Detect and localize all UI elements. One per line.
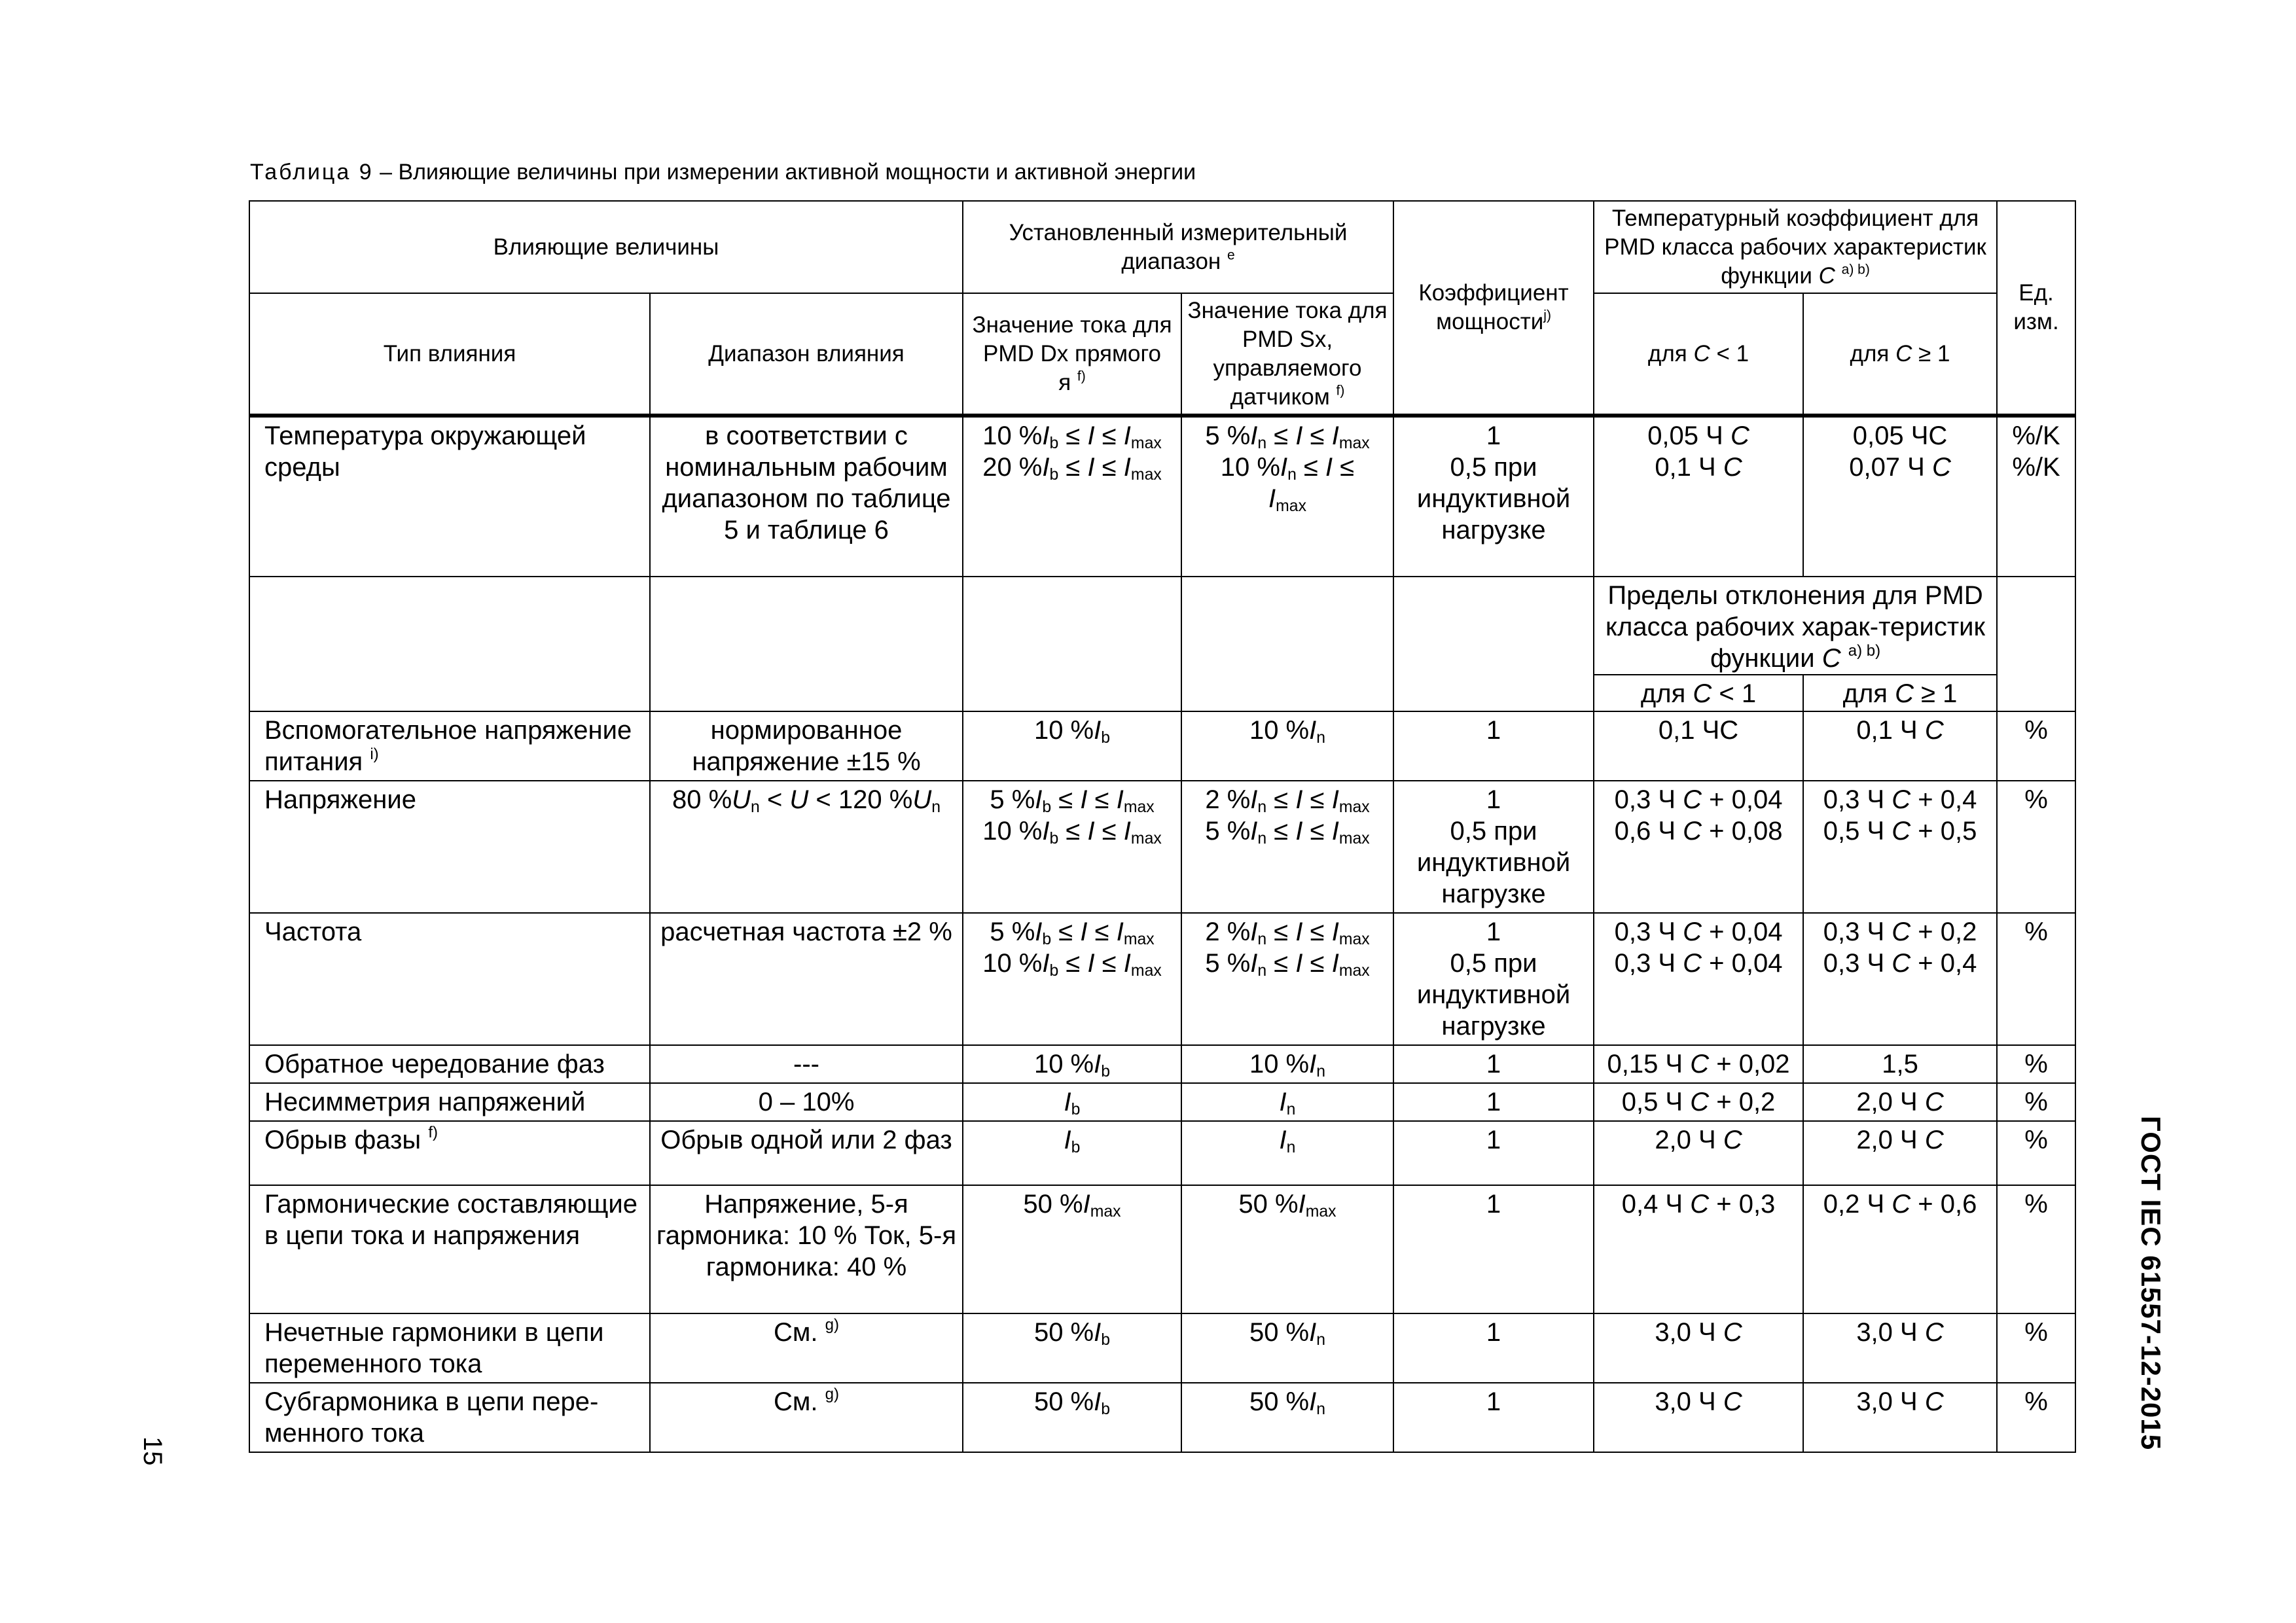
- row-c-lt1: 0,05 Ч C 0,1 Ч C: [1594, 416, 1803, 577]
- row-type: Несимметрия напряжений: [249, 1083, 650, 1121]
- row-type: Обрыв фазы $^{f)}$: [249, 1121, 650, 1185]
- row-range: 80 $\%U_n < U < 120$ $\%U_n$: [650, 781, 963, 913]
- table-row: [249, 1121, 2075, 1185]
- row-c-ge1: 0,3 Ч C + 0,2 0,3 Ч C + 0,4: [1803, 913, 1997, 1045]
- table-row: [249, 1383, 2075, 1452]
- row-current-dx: 5 $\%I_b \le I \le I_{max}$ 10 $\%I_b \le I \le I_{max}$: [963, 913, 1181, 1045]
- row-c-ge1: 0,1 Ч C: [1803, 711, 1997, 781]
- limits-header-row: [249, 577, 2075, 675]
- row-type: Нечетные гармоники в цепи переменного тока: [249, 1313, 650, 1383]
- header-c-ge1: для C ≥ 1: [1803, 293, 1997, 416]
- row-type: Напряжение: [249, 781, 650, 913]
- row-range: нормированное напряжение ±15 %: [650, 711, 963, 781]
- row-current-sx: 5 $\%I_n \le I \le I_{max}$ 10 $\%I_n \le I$ ≤ $I_{max}$: [1181, 416, 1393, 577]
- row-c-ge1: 2,0 Ч C: [1803, 1083, 1997, 1121]
- row-c-ge1: 3,0 Ч C: [1803, 1383, 1997, 1452]
- row-c-ge1: 0,05 ЧС 0,07 Ч C: [1803, 416, 1997, 577]
- row-c-ge1: 1,5: [1803, 1045, 1997, 1083]
- row-unit: %: [1997, 1121, 2075, 1185]
- row-c-lt1: 0,15 Ч C + 0,02: [1594, 1045, 1803, 1083]
- row-current-sx: 10 $\%I_n$: [1181, 1045, 1393, 1083]
- row-current-dx: 50 $\%I_b$: [963, 1383, 1181, 1452]
- row-current-dx: $I_b$: [963, 1083, 1181, 1121]
- header-c-lt1: для C < 1: [1594, 293, 1803, 416]
- row-current-dx: 10 $\%I_b$: [963, 1045, 1181, 1083]
- header-range: Диапазон влияния: [650, 293, 963, 416]
- row-unit: %: [1997, 1383, 2075, 1452]
- row-type: Обратное чередование фаз: [249, 1045, 650, 1083]
- row-current-sx: 2 $\%I_n \le I \le I_{max}$ 5 $\%I_n \le I \le I_{max}$: [1181, 781, 1393, 913]
- caption-text: – Влияющие величины при измерении активной мощности и активной энергии: [380, 160, 1196, 185]
- row-range: См. $^{g)}$: [650, 1313, 963, 1383]
- row-current-sx: $I_n$: [1181, 1121, 1393, 1185]
- table-row: [249, 781, 2075, 913]
- header-power-factor: Коэффициент мощности$^{j)}$: [1393, 201, 1594, 416]
- row-pf: 1: [1393, 1121, 1594, 1185]
- header-row-1: [249, 201, 2075, 293]
- row-unit: %: [1997, 711, 2075, 781]
- row-type: Температура окружающей среды: [249, 416, 650, 577]
- row-current-dx: 50 $\%I_{max}$: [963, 1185, 1181, 1313]
- row-unit: %/K %/K: [1997, 416, 2075, 577]
- row-pf: 1: [1393, 1313, 1594, 1383]
- row-c-lt1: 0,4 Ч C + 0,3: [1594, 1185, 1803, 1313]
- row-range: ---: [650, 1045, 963, 1083]
- row-c-lt1: 3,0 Ч C: [1594, 1383, 1803, 1452]
- row-pf: 1: [1393, 1185, 1594, 1313]
- row-c-lt1: 3,0 Ч C: [1594, 1313, 1803, 1383]
- table-row: [249, 711, 2075, 781]
- row-current-sx: 50 $\%I_n$: [1181, 1383, 1393, 1452]
- caption-label: Таблица 9: [250, 160, 374, 185]
- table-row: [249, 416, 2075, 577]
- row-pf: 1 0,5 при индуктивной нагрузке: [1393, 781, 1594, 913]
- row-unit: %: [1997, 781, 2075, 913]
- table-row: [249, 1313, 2075, 1383]
- row-c-ge1: 3,0 Ч C: [1803, 1313, 1997, 1383]
- table-row: [249, 1083, 2075, 1121]
- influence-table: [249, 200, 2076, 1453]
- row-c-lt1: 0,5 Ч C + 0,2: [1594, 1083, 1803, 1121]
- row-pf: 1: [1393, 1383, 1594, 1452]
- header-type: Тип влияния: [249, 293, 650, 416]
- row-pf: 1 0,5 при индуктивной нагрузке: [1393, 416, 1594, 577]
- row-type: Частота: [249, 913, 650, 1045]
- table-row: [249, 1185, 2075, 1313]
- header-row-2: [249, 293, 2075, 416]
- row-current-sx: $I_n$: [1181, 1083, 1393, 1121]
- page-number: 15: [138, 1436, 167, 1466]
- row-unit: %: [1997, 913, 2075, 1045]
- row-c-lt1: 2,0 Ч C: [1594, 1121, 1803, 1185]
- row-pf: 1: [1393, 1045, 1594, 1083]
- table-caption: [250, 160, 1196, 185]
- row-type: Гармонические составляющие в цепи тока и напряжения: [249, 1185, 650, 1313]
- row-current-dx: 10 $\%I_b$: [963, 711, 1181, 781]
- row-range: См. $^{g)}$: [650, 1383, 963, 1452]
- row-unit: %: [1997, 1083, 2075, 1121]
- row-c-lt1: 0,3 Ч C + 0,04 0,6 Ч C + 0,08: [1594, 781, 1803, 913]
- row-range: Напряжение, 5-я гармоника: 10 % Ток, 5-я гармоника: 40 %: [650, 1185, 963, 1313]
- row-unit: %: [1997, 1313, 2075, 1383]
- row-range: Обрыв одной или 2 фаз: [650, 1121, 963, 1185]
- header-range-group: Установленный измерительный диапазон $^e$: [963, 201, 1393, 293]
- row-current-dx: 50 $\%I_b$: [963, 1313, 1181, 1383]
- row-current-sx: 50 $\%I_{max}$: [1181, 1185, 1393, 1313]
- row-c-ge1: 2,0 Ч C: [1803, 1121, 1997, 1185]
- table-row: [249, 913, 2075, 1045]
- row-range: расчетная частота ±2 %: [650, 913, 963, 1045]
- row-c-lt1: 0,1 ЧC: [1594, 711, 1803, 781]
- row-type: Вспомогательное напряжение питания $^{i)}$: [249, 711, 650, 781]
- row-pf: 1: [1393, 1083, 1594, 1121]
- limits-c-lt1: для C < 1: [1594, 675, 1803, 711]
- row-c-lt1: 0,3 Ч C + 0,04 0,3 Ч C + 0,04: [1594, 913, 1803, 1045]
- table-row: [249, 1045, 2075, 1083]
- row-current-dx: 5 $\%I_b \le I \le I_{max}$ 10 $\%I_b \le I \le I_{max}$: [963, 781, 1181, 913]
- row-current-dx: 10 $\%I_b \le I \le I_{max}$ 20 $\%I_b \le I \le I_{max}$: [963, 416, 1181, 577]
- header-influence: Влияющие величины: [249, 201, 963, 293]
- row-range: 0 – 10%: [650, 1083, 963, 1121]
- row-unit: %: [1997, 1045, 2075, 1083]
- header-unit: Ед. изм.: [1997, 201, 2075, 416]
- row-current-dx: $I_b$: [963, 1121, 1181, 1185]
- limits-c-ge1: для C ≥ 1: [1803, 675, 1997, 711]
- row-range: в соответствии с номинальным рабочим диапазоном по таблице 5 и таблице 6: [650, 416, 963, 577]
- limits-header: Пределы отклонения для PMD класса рабочих харак-теристик функции C $^{a) b)}$: [1594, 577, 1997, 675]
- header-current-dx: Значение тока для PMD Dx прямого я $^{f)}$: [963, 293, 1181, 416]
- row-current-sx: 10 $\%I_n$: [1181, 711, 1393, 781]
- row-current-sx: 2 $\%I_n \le I \le I_{max}$ 5 $\%I_n \le I \le I_{max}$: [1181, 913, 1393, 1045]
- row-c-ge1: 0,3 Ч C + 0,4 0,5 Ч C + 0,5: [1803, 781, 1997, 913]
- header-current-sx: Значение тока для PMD Sx, управляемого датчиком $^{f)}$: [1181, 293, 1393, 416]
- header-temp-coeff: Температурный коэффициент для PMD класса рабочих характеристик функции C $^{a) b)}$: [1594, 201, 1997, 293]
- row-current-sx: 50 $\%I_n$: [1181, 1313, 1393, 1383]
- document-code: ГОСТ IEC 61557-12-2015: [2136, 1116, 2166, 1451]
- row-type: Субгармоника в цепи пере-менного тока: [249, 1383, 650, 1452]
- row-c-ge1: 0,2 Ч C + 0,6: [1803, 1185, 1997, 1313]
- row-pf: 1 0,5 при индуктивной нагрузке: [1393, 913, 1594, 1045]
- row-unit: %: [1997, 1185, 2075, 1313]
- row-pf: 1: [1393, 711, 1594, 781]
